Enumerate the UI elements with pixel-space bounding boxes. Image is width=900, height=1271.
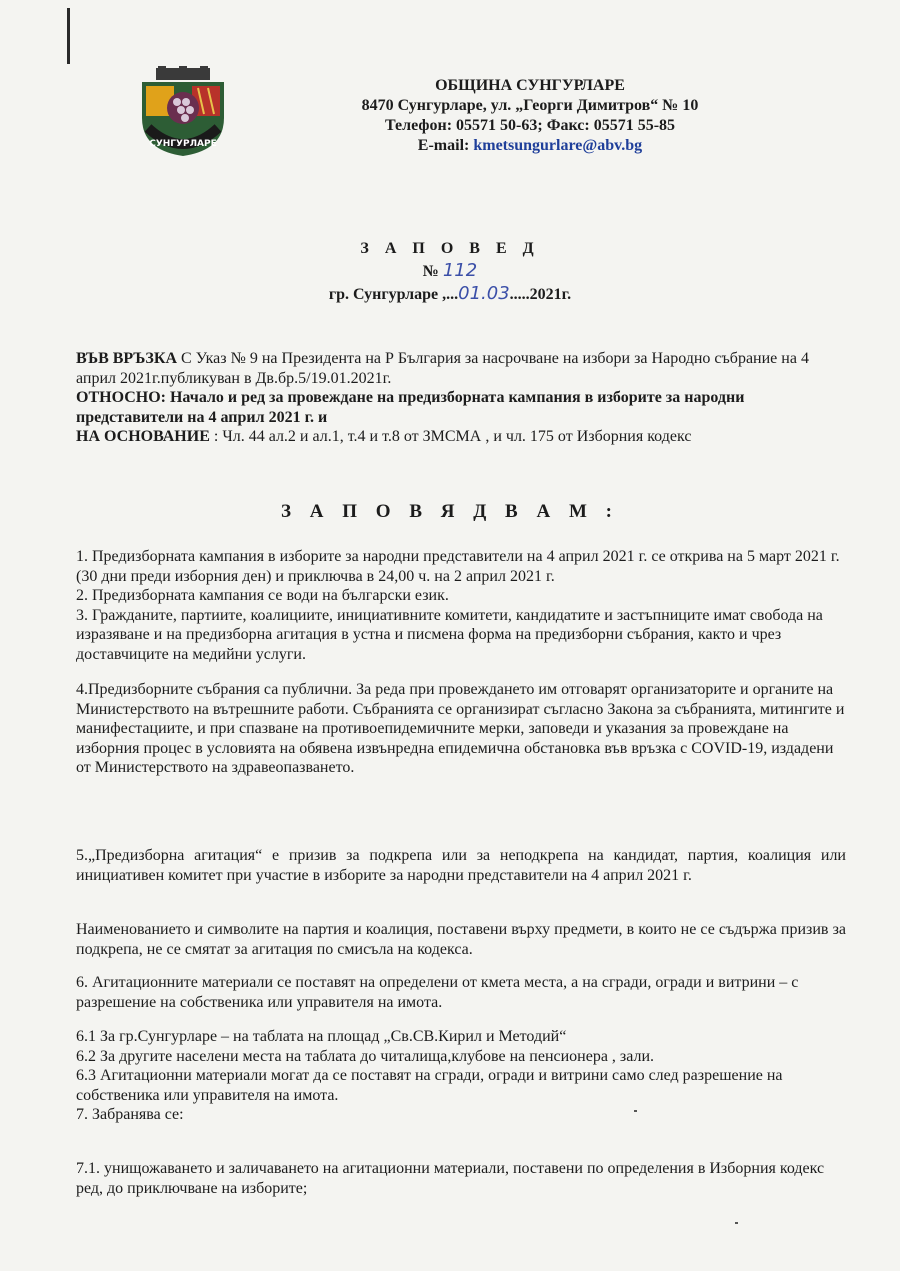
item-6-1: 6.1 За гр.Сунгурларе – на таблата на площад „Св.СВ.Кирил и Методий“ <box>76 1028 567 1045</box>
preamble-text-3: : Чл. 44 ал.2 и ал.1, т.4 и т.8 от ЗМСМА , и чл. 175 от Изборния кодекс <box>209 428 692 445</box>
order-date-dots-after: ..... <box>509 286 530 303</box>
preamble-regarding <box>76 388 846 427</box>
org-address: 8470 Сунгурларе, ул. „Георги Димитров“ № 10 <box>361 97 699 114</box>
preamble-label-2: ОТНОСНО <box>76 389 161 406</box>
item-2: 2. Предизборната кампания се води на български език. <box>76 587 449 604</box>
item-1: 1. Предизборната кампания в изборите за народни представители на 4 април 2021 г. се открива на 5 март 2021 г. (30 дни преди изборния ден) и приключва в 24,00 ч. на 2 април 2021 г. <box>76 548 840 585</box>
logo-text: СУНГУРЛАРЕ <box>149 139 217 149</box>
email-label: E-mail: <box>417 137 474 154</box>
preamble-text-2: : Начало и ред за провеждане на предизборната кампания в изборите за народни представители на 4 април 2021 г. и <box>76 389 745 426</box>
scan-speck <box>735 1222 738 1224</box>
items-1-3 <box>76 547 846 664</box>
order-number-line <box>250 260 650 283</box>
items-6-sub <box>76 1027 846 1125</box>
item-5-note: Наименованието и символите на партия и коалиция, поставени върху предмети, в които не се съдържа призив за подкрепа, не се смятат за агитация по смисъла на кодекса. <box>76 921 846 958</box>
item-6-2: 6.2 За другите населени места на таблата до читалища,клубове на пенсионера , зали. <box>76 1047 655 1065</box>
item-7: 7. Забранява се: <box>76 1106 184 1123</box>
org-email-line <box>300 136 760 156</box>
preamble-text-1: С Указ № 9 на Президента на Р България за насрочване на избори за Народно събрание на 4 април 2021г.публикуван в Дв.бр.5/19.01.2021г. <box>76 350 809 387</box>
preamble <box>76 349 846 447</box>
preamble-label-3: НА ОСНОВАНИЕ <box>76 428 210 445</box>
order-heading <box>250 238 650 306</box>
order-title: З А П О В Е Д <box>360 240 540 257</box>
order-date-dots-before: ... <box>446 286 459 303</box>
command-word: З А П О В Я Д В А М : <box>281 501 619 522</box>
preamble-in-connection <box>76 349 846 388</box>
order-date-line <box>250 283 650 306</box>
item-5: 5.„Предизборна агитация“ е призив за подкрепа или за неподкрепа на кандидат, партия, коалиция или инициативен комитет при участие в изборите за народни представители на 4 април 2021 г. <box>76 847 846 884</box>
item-3: 3. Гражданите, партиите, коалициите, инициативните комитети, кандидатите и застъпниците имат свобода на изразяване и на предизборна агитация в устна и писмена форма на предизборни събрания, както и чрез доставчиците на медийни услуги. <box>76 606 823 663</box>
margin-mark <box>67 8 70 64</box>
order-date-suffix: 2021г. <box>529 286 572 303</box>
preamble-label-1: ВЪВ ВРЪЗКА <box>76 350 178 367</box>
letterhead <box>300 76 760 156</box>
email-link[interactable]: kmetsungurlare@abv.bg <box>473 137 643 154</box>
item-7-1: 7.1. унищожаването и заличаването на агитационни материали, поставени по определения в Изборния кодекс ред, до приключване на изборите; <box>76 1160 825 1197</box>
municipality-coat-of-arms <box>128 66 238 158</box>
org-name: ОБЩИНА СУНГУРЛАРЕ <box>435 77 625 94</box>
preamble-basis <box>76 427 846 447</box>
order-date-handwritten: 01.03 <box>458 283 510 304</box>
item-6: 6. Агитационните материали се поставят на определени от кмета места, а на сгради, огради и витрини – с разрешение на собственика или управителя на имота. <box>76 974 799 1011</box>
item-4: 4.Предизборните събрания са публични. За реда при провеждането им отговарят организаторите и органите на Министерството на вътрешните работи. Събранията се организират съгласно Закона за събранията, митингите и манифестациите, и при спазване на противоепидемичните мерки, заповеди и указания за провеждане на изборния процес в условията на обявена извънредна епидемична обстановка във връзка с COVID-19, издадени от Министерството на здравеопазването. <box>76 681 845 776</box>
order-number-handwritten: 112 <box>442 260 478 281</box>
order-number-prefix: № <box>422 263 443 280</box>
order-date-prefix: гр. Сунгурларе , <box>328 286 447 303</box>
item-6-3: 6.3 Агитационни материали могат да се поставят на сгради, огради и витрини само след разрешение на собственика или управителя на имота. <box>76 1067 783 1104</box>
scan-speck <box>634 1110 637 1112</box>
org-phone: Телефон: 05571 50-63; Факс: 05571 55-85 <box>384 117 676 134</box>
